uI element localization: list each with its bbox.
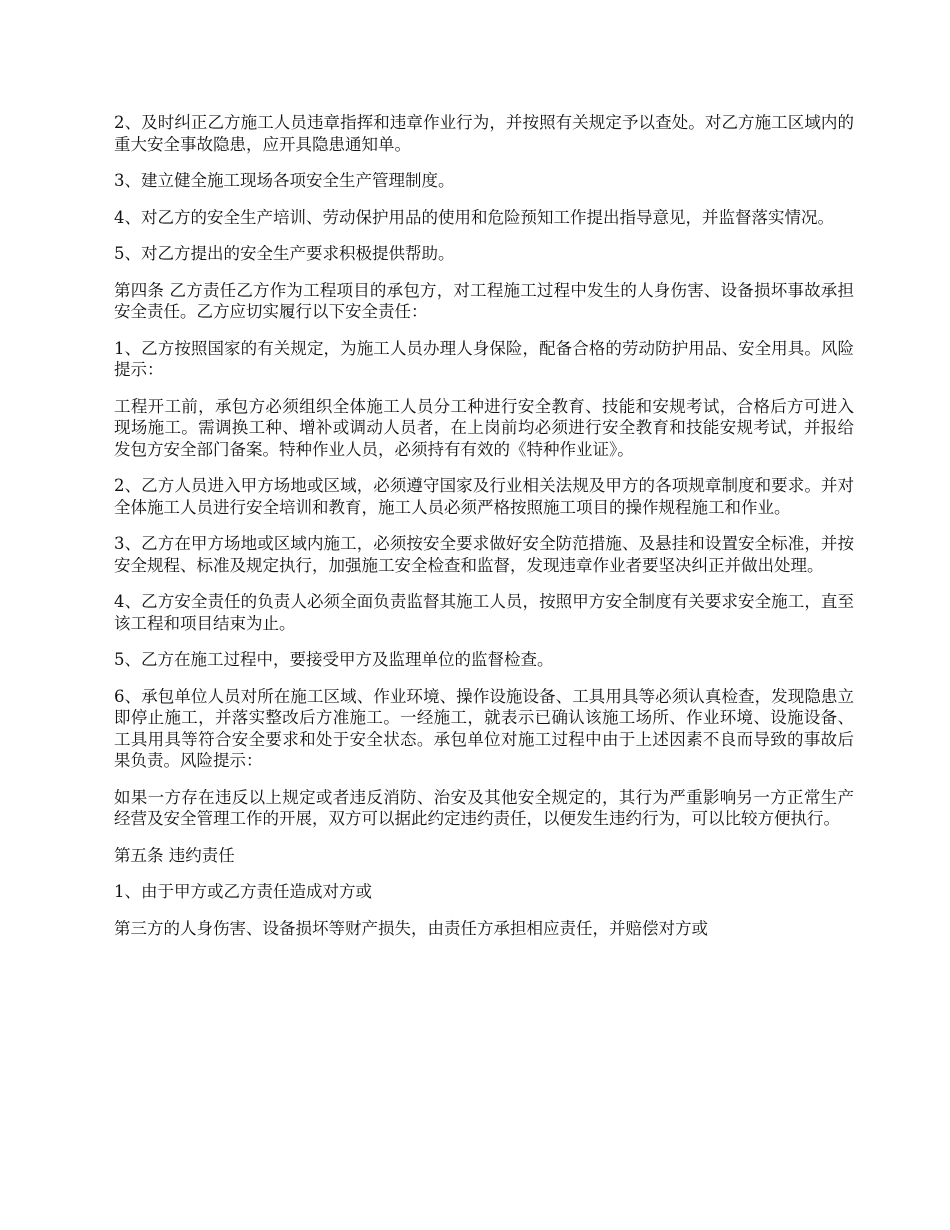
paragraph-item-4: 4、对乙方的安全生产培训、劳动保护用品的使用和危险预知工作提出指导意见，并监督落实情况。 <box>114 207 834 227</box>
liability-item-1-continued: 第三方的人身伤害、设备损坏等财产损失，由责任方承担相应责任，并赔偿对方或 <box>114 918 708 938</box>
party-b-item-1: 1、乙方按照国家的有关规定，为施工人员办理人身保险，配备合格的劳动防护用品、安全用具。风险提示： <box>114 338 854 379</box>
party-b-item-5: 5、乙方在施工过程中，要接受甲方及监理单位的监督检查。 <box>114 650 554 669</box>
article-5-heading: 第五条 违约责任 <box>114 845 235 865</box>
risk-note-violation: 如果一方存在违反以上规定或者违反消防、治安及其他安全规定的，其行为严重影响另一方正常生产经营及安全管理工作的开展，双方可以据此约定违约责任，以便发生违约行为，可以比较方便执行。 <box>114 787 854 828</box>
risk-note-training: 工程开工前，承包方必须组织全体施工人员分工种进行安全教育、技能和安规考试，合格后方可进入现场施工。需调换工种、增补或调动人员者，在上岗前均必须进行安全教育和技能安规考试，并报给发包方安全部门备案。特种作业人员，必须持有有效的《特种作业证》。 <box>114 396 854 459</box>
paragraph-item-2: 2、及时纠正乙方施工人员违章指挥和违章作业行为，并按照有关规定予以查处。对乙方施工区域内的重大安全事故隐患，应开具隐患通知单。 <box>114 113 854 154</box>
paragraph-item-5: 5、对乙方提出的安全生产要求积极提供帮助。 <box>114 244 455 263</box>
party-b-item-2: 2、乙方人员进入甲方场地或区域，必须遵守国家及行业相关法规及甲方的各项规章制度和要求。并对全体施工人员进行安全培训和教育，施工人员必须严格按照施工项目的操作规程施工和作业。 <box>114 476 854 517</box>
article-4-heading: 第四条 乙方责任乙方作为工程项目的承包方，对工程施工过程中发生的人身伤害、设备损坏事故承担安全责任。乙方应切实履行以下安全责任： <box>114 280 854 321</box>
party-b-item-6: 6、承包单位人员对所在施工区域、作业环境、操作设施设备、工具用具等必须认真检查，发现隐患立即停止施工，并落实整改后方准施工。一经施工，就表示已确认该施工场所、作业环境、设施设备、工具用具等符合安全要求和处于安全状态。承包单位对施工过程中由于上述因素不良而导致的事故后果负责。风险提示： <box>114 686 854 770</box>
document-page <box>114 112 854 954</box>
party-b-item-3: 3、乙方在甲方场地或区域内施工，必须按安全要求做好安全防范措施、及悬挂和设置安全标准，并按安全规程、标准及规定执行，加强施工安全检查和监督，发现违章作业者要坚决纠正并做出处理。 <box>114 534 854 575</box>
paragraph-item-3: 3、建立健全施工现场各项安全生产管理制度。 <box>114 171 455 190</box>
liability-item-1: 1、由于甲方或乙方责任造成对方或 <box>114 882 372 901</box>
party-b-item-4: 4、乙方安全责任的负责人必须全面负责监督其施工人员，按照甲方安全制度有关要求安全施工，直至该工程和项目结束为止。 <box>114 592 854 633</box>
